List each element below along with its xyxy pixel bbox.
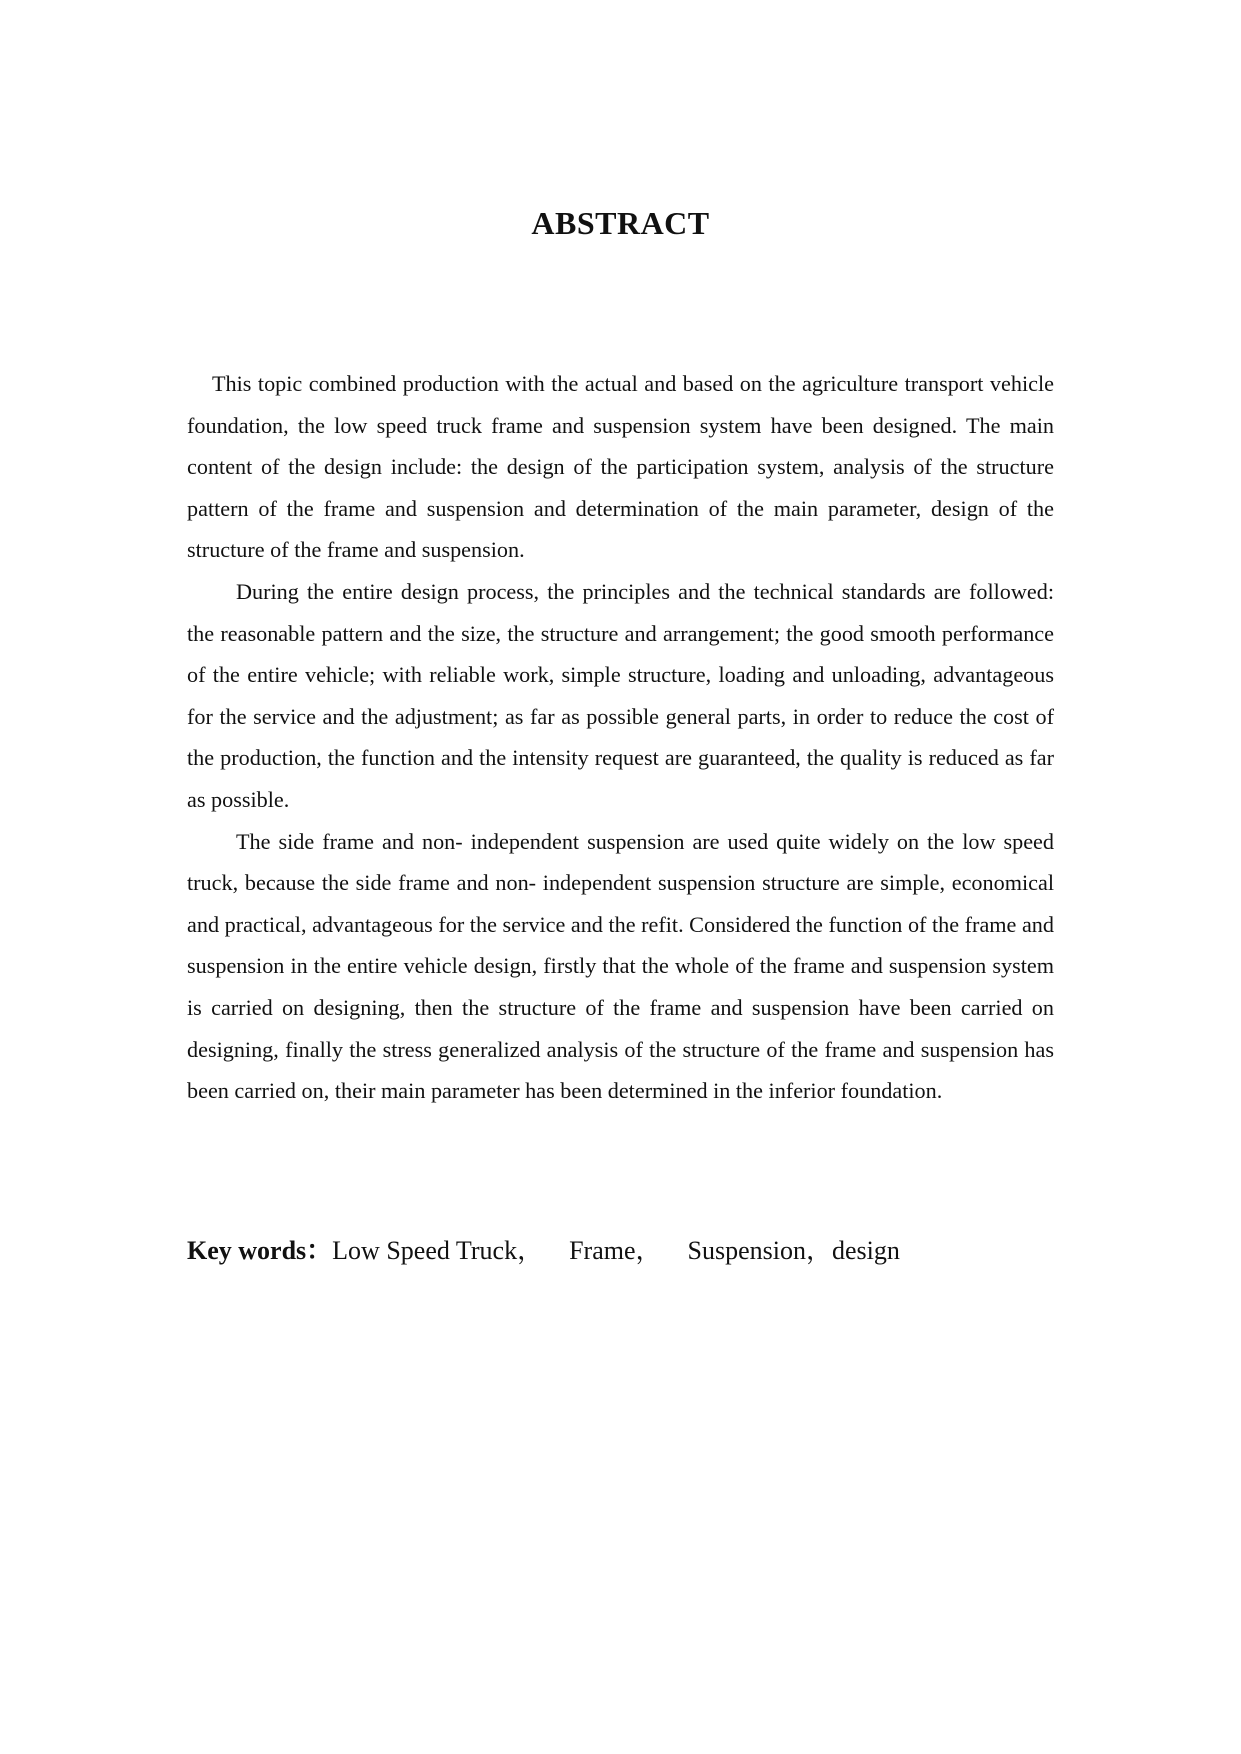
abstract-body — [187, 363, 1054, 1112]
keyword-item: Suspension， — [687, 1236, 832, 1265]
keywords-line — [187, 1230, 1087, 1267]
page-title: ABSTRACT — [531, 205, 710, 241]
keyword-item: design — [831, 1236, 900, 1265]
abstract-paragraph-1: This topic combined production with the actual and based on the agriculture transport vehicle foundation, the low speed truck frame and suspension system have been designed. The main content of the design include: the design of the participation system, analysis of the structure pattern of the frame and suspension and determination of the main parameter, design of the structure of the frame and suspension. — [187, 371, 1054, 563]
keyword-item: Frame， — [569, 1236, 662, 1265]
abstract-paragraph-2: During the entire design process, the principles and the technical standards are followed: the reasonable pattern and the size, the structure and arrangement; the good smooth performance of the entire vehicle; with reliable work, simple structure, loading and unloading, advantageous for the service and the adjustment; as far as possible general parts, in order to reduce the cost of the production, the function and the intensity request are guaranteed, the quality is reduced as far as possible. — [187, 578, 1054, 812]
keyword-item: Low Speed Truck， — [332, 1236, 544, 1265]
abstract-paragraph-3: The side frame and non- independent suspension are used quite widely on the low speed truck, because the side frame and non- independent suspension structure are simple, economical and practical, advantageous for the service and the refit. Considered the function of the frame and suspension in the entire vehicle design, firstly that the whole of the frame and suspension system is carried on designing, then the structure of the frame and suspension have been carried on designing, finally the stress generalized analysis of the structure of the frame and suspension has been carried on, their main parameter has been determined in the inferior foundation. — [187, 828, 1054, 1104]
keywords-label: Key words： — [187, 1236, 333, 1265]
